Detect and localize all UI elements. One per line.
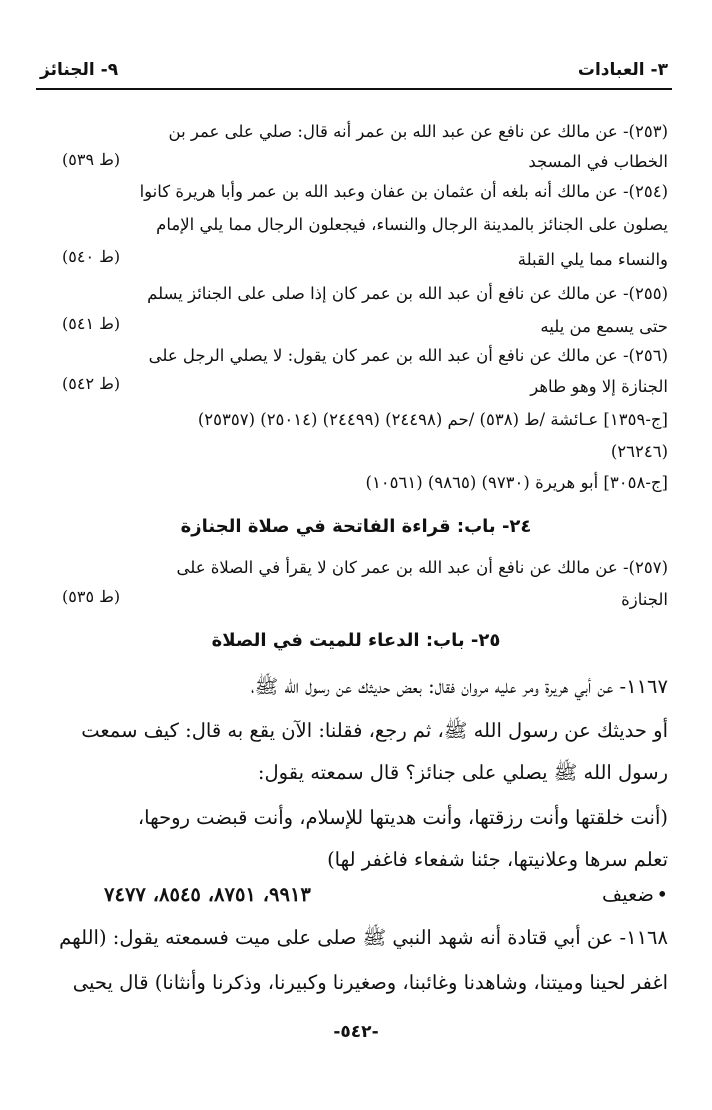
hadith-1167-line-1: ١١٦٧- عن أبي هريرة ومر عليه مروان فقال: بعض حديثك عن رسول الله ﷺ، — [250, 675, 668, 698]
running-header — [36, 54, 672, 90]
cross-reference-3058: [ج-٣٠٥٨] أبو هريرة (٩٧٣٠) (٩٨٦٥) (١٠٥٦١) — [365, 473, 668, 492]
entry-254-line-3: والنساء مما يلي القبلة — [517, 250, 668, 269]
hadith-1167-line-2: أو حديثك عن رسول الله ﷺ، ثم رجع، فقلنا: الآن يقع به قال: كيف سمعت — [81, 719, 668, 742]
cross-reference-1359-line-2: (٢٦٢٤٦) — [610, 442, 668, 461]
hadith-1168-line-2: اغفر لحينا وميتنا، وشاهدنا وغائبنا، وصغيرنا وكبيرنا، وذكرنا وأنثانا) قال يحيى — [72, 971, 668, 994]
page-number: -٥٤٢- — [333, 1022, 379, 1042]
bullet-icon: • — [656, 883, 668, 906]
entry-256-line-2: الجنازة إلا وهو طاهر — [530, 377, 668, 396]
entry-253-line-2: الخطاب في المسجد — [528, 152, 668, 171]
entry-255-line-2: حتى يسمع من يليه — [540, 317, 668, 336]
entry-254-line-2: يصلون على الجنائز بالمدينة الرجال والنساء، فيجعلون الرجال مما يلي الإمام — [156, 215, 668, 234]
hadith-1167-line-3: رسول الله ﷺ يصلي على جنائز؟ قال سمعته يقول: — [257, 761, 668, 784]
entry-253-line-1: (٢٥٣)- عن مالك عن نافع عن عبد الله بن عمر أنه قال: صلي على عمر بن — [168, 122, 668, 141]
entry-254-reference: (ط ٥٤٠) — [62, 247, 121, 266]
entry-254-line-1: (٢٥٤)- عن مالك أنه بلغه أن عثمان بن عفان وعبد الله بن عمر وأبا هريرة كانوا — [139, 182, 668, 201]
hadith-1167-line-4: (أنت خلقتها وأنت رزقتها، وأنت هديتها للإسلام، وأنت قبضت روحها، — [137, 806, 668, 829]
entry-255-line-1: (٢٥٥)- عن مالك عن نافع أن عبد الله بن عمر كان إذا صلى على الجنائز يسلم — [147, 284, 668, 303]
hadith-1168-line-1: ١١٦٨- عن أبي قتادة أنه شهد النبي ﷺ صلى على ميت فسمعته يقول: (اللهم — [59, 926, 668, 949]
entry-256-line-1: (٢٥٦)- عن مالك عن نافع أن عبد الله بن عمر كان يقول: لا يصلي الرجل على — [148, 346, 668, 365]
entry-257-line-2: الجنازة — [621, 590, 668, 609]
cross-reference-1359-line-1: [ج-١٣٥٩] عـائشة /ط (٥٣٨) /حم (٢٤٤٩٨) (٢٤٤٩٩) (٢٥٠١٤) (٢٥٣٥٧) — [197, 410, 668, 429]
chapter-heading-25: ٢٥- باب: الدعاء للميت في الصلاة — [211, 630, 501, 651]
grading-label: ضعيف — [601, 883, 654, 906]
header-volume-title: ٣- العبادات — [577, 60, 668, 80]
hadith-1167-line-5: تعلم سرها وعلانيتها، جئنا شفعاء فاغفر لها) — [327, 848, 668, 871]
entry-253-reference: (ط ٥٣٩) — [62, 150, 121, 169]
chapter-heading-24: ٢٤- باب: قراءة الفاتحة في صلاة الجنازة — [180, 516, 532, 537]
entry-255-reference: (ط ٥٤١) — [62, 314, 121, 333]
hadith-1167-grading — [40, 882, 668, 910]
grading-references: ٩٩١٣، ٨٧٥١، ٨٥٤٥، ٧٤٧٧ — [104, 883, 311, 906]
entry-256-reference: (ط ٥٤٢) — [62, 374, 121, 393]
entry-257-reference: (ط ٥٣٥) — [62, 587, 121, 606]
header-chapter-title: ٩- الجنائز — [40, 60, 119, 80]
entry-257-line-1: (٢٥٧)- عن مالك عن نافع أن عبد الله بن عمر كان لا يقرأ في الصلاة على — [176, 558, 668, 577]
